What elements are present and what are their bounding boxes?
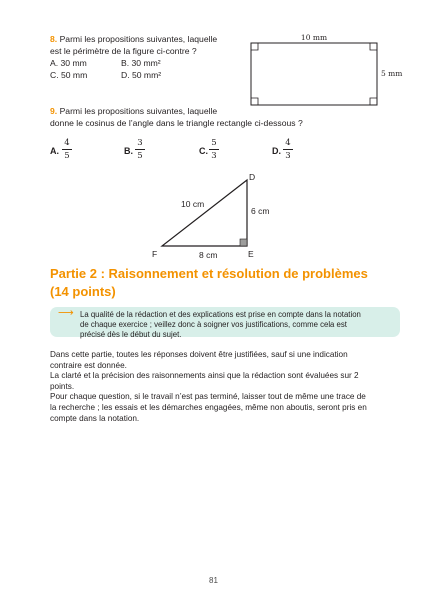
arrow-right-icon: ⟶	[58, 306, 74, 319]
q9-option-a-letter: A.	[50, 146, 59, 156]
rectangle-shape	[251, 43, 377, 105]
para1-line2: contraire est donnée.	[50, 360, 127, 370]
triangle-shape	[162, 180, 247, 246]
vertex-e-label: E	[248, 249, 254, 259]
note-box	[50, 307, 400, 337]
para3-line2: la recherche ; les essais et les démarches engagées, même non aboutis, seront pris en	[50, 402, 367, 412]
note-text	[80, 310, 398, 339]
q8-number: 8.	[50, 34, 58, 44]
q9-option-c-letter: C.	[199, 146, 208, 156]
para2-line2: points.	[50, 381, 75, 391]
q8-option-a: A. 30 mm	[50, 58, 87, 68]
q8-option-c: C. 50 mm	[50, 70, 88, 80]
para1	[50, 350, 367, 424]
q9-number: 9.	[50, 106, 58, 116]
q9-option-b-letter: B.	[124, 146, 133, 156]
q9-option-c-denominator: 3	[211, 151, 217, 161]
q9-text-line1: Parmi les propositions suivantes, laquelle	[59, 106, 218, 116]
q9-option-a-fraction	[62, 138, 72, 161]
triangle-figure	[140, 168, 290, 263]
note-line2: de chaque exercice ; veillez donc à soigner vos justifications, comme cela est	[80, 319, 347, 329]
q9-option-a-denominator: 5	[64, 151, 70, 161]
para2-line1: La clarté et la précision des raisonnements ainsi que la rédaction sont évaluées sur 2	[50, 371, 359, 381]
q9-option-c-numerator: 5	[211, 138, 217, 148]
rectangle-width-label: 10 mm	[300, 33, 328, 42]
right-angle-marks	[251, 43, 377, 105]
vertex-d-label: D	[249, 172, 256, 182]
part2-title-line1: Partie 2 : Raisonnement et résolution de problèmes	[50, 266, 368, 281]
para1-line1: Dans cette partie, toutes les réponses doivent être justifiées, sauf si une indication	[50, 350, 348, 359]
q9-option-d-denominator: 3	[285, 151, 291, 161]
hypotenuse-label: 10 cm	[181, 199, 205, 209]
q8-text-line2: est le périmètre de la figure ci-contre ?	[50, 46, 197, 56]
right-angle-mark	[240, 239, 247, 246]
q9-line1	[50, 106, 217, 117]
q8-option-d: D. 50 mm²	[121, 70, 162, 80]
page-number: 81	[209, 576, 218, 585]
q8-line1	[50, 34, 217, 45]
base-side-label: 8 cm	[199, 250, 218, 260]
rectangle-height-label: 5 mm	[381, 69, 403, 78]
q9-text-line2: donne le cosinus de l’angle dans le triangle rectangle ci-dessous ?	[50, 118, 303, 128]
q8-option-b: B. 30 mm²	[121, 58, 161, 68]
fraction-bar	[209, 149, 219, 150]
fraction-bar	[283, 149, 293, 150]
q9-option-d-numerator: 4	[285, 138, 291, 148]
para3-line3: compte dans la notation.	[50, 413, 140, 423]
q9-option-c-fraction	[209, 138, 219, 161]
vertex-f-label: F	[152, 249, 158, 259]
q9-option-b-denominator: 5	[137, 151, 143, 161]
q9-option-a-numerator: 4	[64, 138, 70, 148]
q9-option-d-letter: D.	[272, 146, 281, 156]
q9-option-b-fraction	[135, 138, 145, 161]
q8-text-line1: Parmi les propositions suivantes, laquelle	[59, 34, 218, 44]
part2-title-line2: (14 points)	[50, 284, 116, 299]
q9-option-d-fraction	[283, 138, 293, 161]
note-line3: précisé dès le début du sujet.	[80, 329, 182, 339]
note-line1: La qualité de la rédaction et des explications est prise en compte dans la notation	[80, 310, 361, 319]
q9-option-b-numerator: 3	[137, 138, 143, 148]
fraction-bar	[135, 149, 145, 150]
fraction-bar	[62, 149, 72, 150]
para3-line1: Pour chaque question, si le travail n’est pas terminé, laisser tout de même une trace de	[50, 392, 366, 402]
vertical-side-label: 6 cm	[251, 206, 270, 216]
rectangle-figure	[240, 30, 410, 110]
